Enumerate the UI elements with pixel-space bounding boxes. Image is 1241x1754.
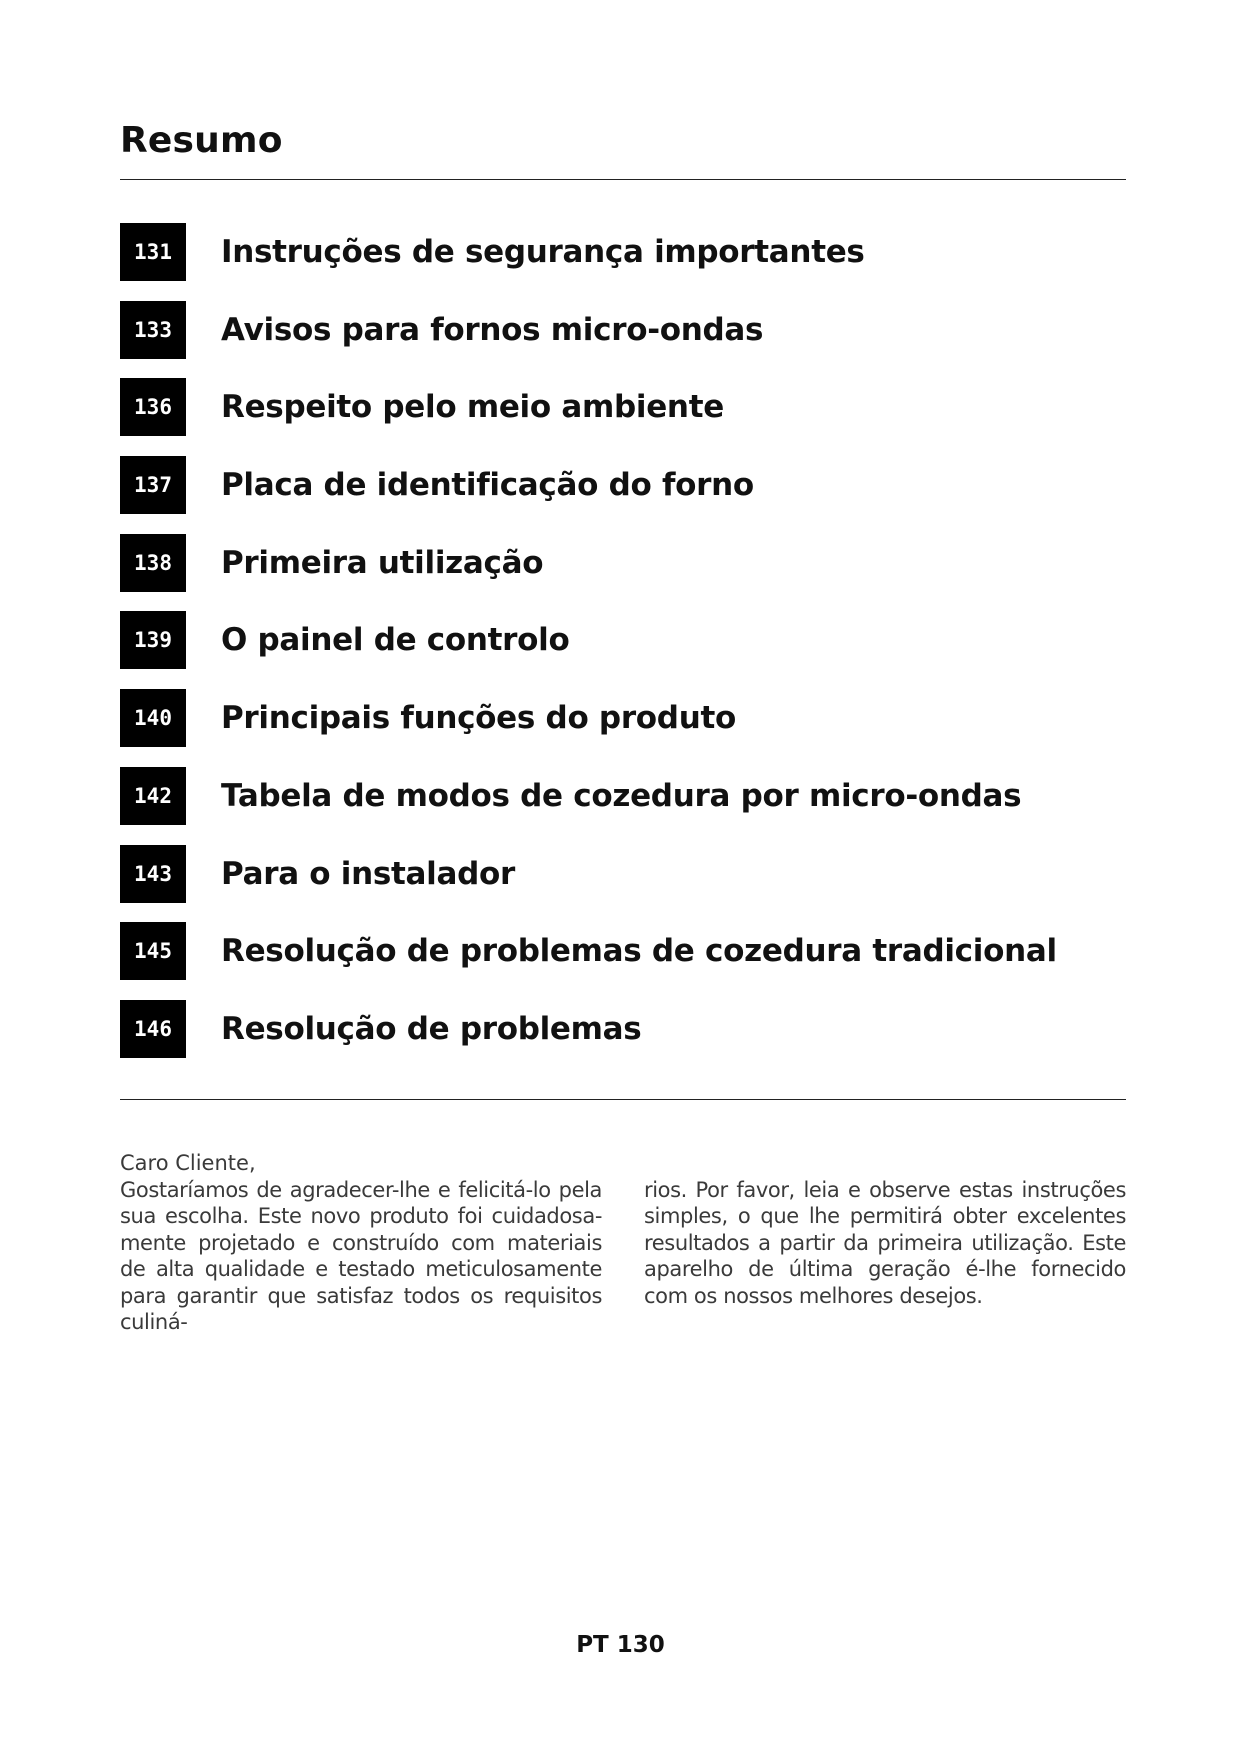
page-number-badge: 143 <box>120 845 186 903</box>
table-of-contents <box>120 223 1126 1078</box>
toc-item-label: Respeito pelo meio ambiente <box>221 389 724 426</box>
intro-text <box>120 1150 1126 1336</box>
toc-item[interactable] <box>120 611 1126 669</box>
intro-columns <box>120 1177 1126 1336</box>
page-number-badge: 140 <box>120 689 186 747</box>
intro-paragraph-left: Gostaríamos de agradecer-lhe e felicitá-lo pela sua escolha. Este novo produto foi cuidadosa-mente projetado e construído com materiais de alta qualidade e testado meticulosamente para garantir que satisfaz todos os requisitos culiná- <box>120 1177 602 1334</box>
toc-item[interactable] <box>120 378 1126 436</box>
page-number-badge: 136 <box>120 378 186 436</box>
toc-item[interactable] <box>120 301 1126 359</box>
toc-item[interactable] <box>120 223 1126 281</box>
toc-item-label: Primeira utilização <box>221 544 544 581</box>
toc-item-label: Resolução de problemas <box>221 1010 642 1047</box>
top-divider <box>120 179 1126 180</box>
toc-item-label: Placa de identificação do forno <box>221 467 754 504</box>
page-number-badge: 146 <box>120 1000 186 1058</box>
greeting: Caro Cliente, <box>120 1151 256 1175</box>
page-number-badge: 145 <box>120 922 186 980</box>
toc-item-label: Tabela de modos de cozedura por micro-ondas <box>221 777 1022 814</box>
intro-paragraph-right: rios. Por favor, leia e observe estas instruções simples, o que lhe permitirá obter excelentes resultados a partir da primeira utilização. Este aparelho de última geração é-lhe fornecido com os nossos melhores desejos. <box>644 1177 1126 1308</box>
toc-item-label: Resolução de problemas de cozedura tradicional <box>221 933 1057 970</box>
toc-item-label: Avisos para fornos micro-ondas <box>221 311 764 348</box>
page-title: Resumo <box>120 120 283 161</box>
page-number: PT 130 <box>576 1632 665 1658</box>
toc-item[interactable] <box>120 767 1126 825</box>
toc-item-label: O painel de controlo <box>221 622 570 659</box>
toc-item[interactable] <box>120 922 1126 980</box>
toc-item[interactable] <box>120 456 1126 514</box>
page-number-badge: 139 <box>120 611 186 669</box>
page-number-badge: 142 <box>120 767 186 825</box>
toc-item-label: Principais funções do produto <box>221 700 736 737</box>
toc-item-label: Para o instalador <box>221 855 516 892</box>
toc-item-label: Instruções de segurança importantes <box>221 234 865 270</box>
page-number-badge: 138 <box>120 534 186 592</box>
page-number-badge: 137 <box>120 456 186 514</box>
toc-item[interactable] <box>120 1000 1126 1058</box>
toc-item[interactable] <box>120 534 1126 592</box>
page-number-badge: 131 <box>120 223 186 281</box>
bottom-divider <box>120 1099 1126 1100</box>
page-number-badge: 133 <box>120 301 186 359</box>
toc-item[interactable] <box>120 845 1126 903</box>
toc-item[interactable] <box>120 689 1126 747</box>
